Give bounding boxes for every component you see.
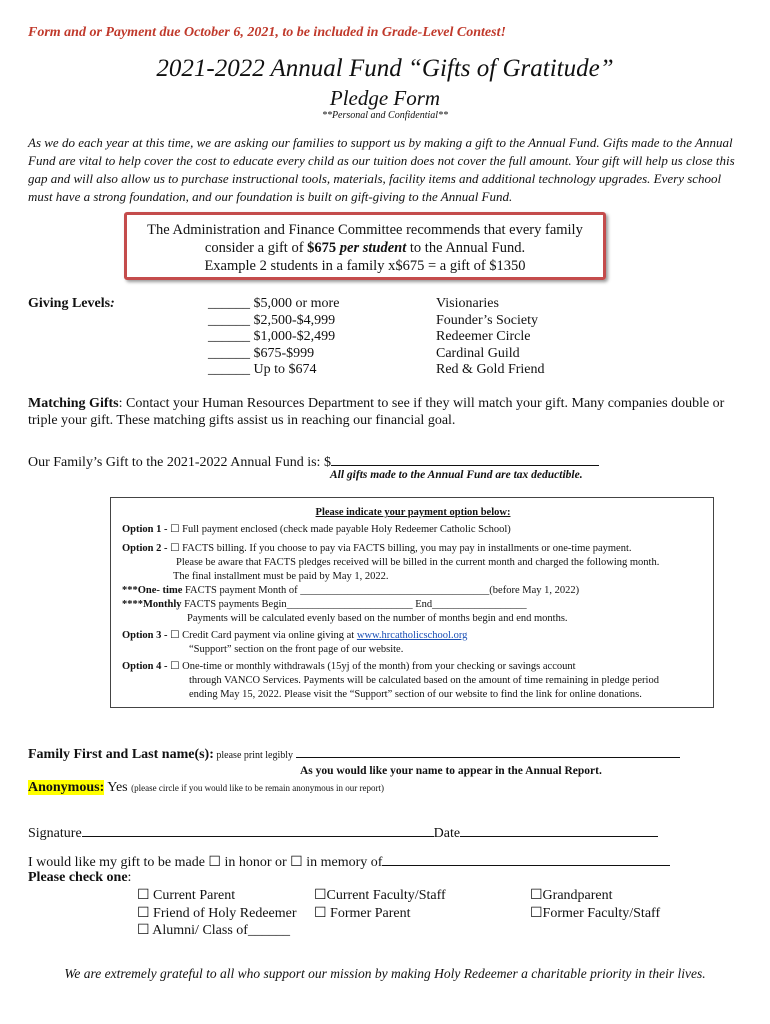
giving-level-name: Cardinal Guild (436, 345, 520, 361)
giving-level-name: Redeemer Circle (436, 329, 531, 344)
anonymous-label: Anonymous: (28, 780, 105, 795)
payment-options-heading: Please indicate your payment option below: (315, 507, 511, 518)
monthly-payment-line[interactable]: ****Monthly FACTS payments Begin________________________ End__________________ (122, 599, 527, 610)
family-name-line: Family First and Last name(s): please print legibly (28, 745, 680, 763)
payment-options-box (110, 497, 714, 708)
payment-option-4-note: through VANCO Services. Payments will be calculated based on the amount of time remaining in pledge period (189, 675, 659, 686)
checkbox-option[interactable]: ☐Grandparent (530, 888, 613, 903)
payment-option-2-final: The final installment must be paid by May 1, 2022. (173, 571, 389, 582)
annual-report-note: As you would like your name to appear in the Annual Report. (300, 765, 602, 777)
deadline-notice: Form and or Payment due October 6, 2021, to be included in Grade-Level Contest! (28, 25, 506, 40)
payment-option-4-note-2: ending May 15, 2022. Please visit the “Support” section of our website to find the link for online donations. (189, 689, 642, 700)
checkbox-option[interactable]: ☐Former Faculty/Staff (530, 905, 661, 921)
checkbox-option[interactable]: ☐Current Faculty/Staff (314, 888, 446, 903)
giving-level-amount[interactable]: ______ Up to $674 (208, 362, 317, 377)
recommendation-box (124, 212, 606, 280)
payment-option-3-note: “Support” section on the front page of our website. (189, 644, 404, 655)
payment-option-4[interactable]: Option 4 - ☐ One-time or monthly withdrawals (15yj of the month) from your checking or savings account (122, 661, 576, 672)
payment-option-3[interactable]: Option 3 - ☐ Credit Card payment via online giving at www.hrcatholicschool.org (122, 630, 468, 641)
giving-level-name: Visionaries (436, 296, 499, 311)
date-field[interactable] (460, 824, 658, 837)
payment-option-1[interactable]: Option 1 - ☐ Full payment enclosed (check made payable Holy Redeemer Catholic School) (122, 524, 511, 535)
gift-amount-field[interactable] (331, 452, 599, 466)
payment-option-2-note: Please be aware that FACTS pledges received will be billed in the current month and charged the following month. (176, 557, 660, 568)
giving-level-name: Founder’s Society (436, 312, 539, 328)
one-time-payment-line[interactable]: ***One- time FACTS payment Month of ____________________________________(before May 1, 2022) (122, 585, 580, 596)
giving-level-names (436, 296, 545, 379)
school-website-link[interactable]: www.hrcatholicschool.org (356, 630, 468, 641)
intro-paragraph: As we do each year at this time, we are asking our families to support us by making a gift to the Annual Fund. Gifts made to the Annual Fund are vital to help cover the cost to educate every child as our tuition does not cover the full amount. Your gift will help us close this gap and will also allow us to purchase instructional tools, materials, facility items and additional technology upgrades. Every school must have a strong foundation, and our foundation is built on gift-giving to the Annual Fund. (28, 135, 735, 204)
giving-level-amount[interactable]: ______ $2,500-$4,999 (208, 312, 336, 328)
payment-option-2[interactable]: Option 2 - ☐ FACTS billing. If you choose to pay via FACTS billing, you may pay in installments or one-time payment. (122, 543, 632, 554)
matching-gifts-paragraph: Matching Gifts: Contact your Human Resources Department to see if they will match your gift. Many companies double or triple your gift. These matching gifts assist us in reaching our financial goal. (28, 396, 725, 428)
page-title: 2021-2022 Annual Fund “Gifts of Gratitude” (156, 55, 614, 82)
check-one-label: Please check one: (28, 870, 132, 885)
checkbox-option[interactable]: ☐ Friend of Holy Redeemer (137, 905, 297, 921)
monthly-payment-note: Payments will be calculated evenly based on the number of months begin and end months. (187, 613, 568, 624)
anonymous-yes[interactable]: Yes (104, 780, 132, 795)
recommendation-line-1: The Administration and Finance Committee recommends that every family (147, 222, 583, 238)
family-name-field[interactable] (296, 745, 680, 758)
anonymous-line: Anonymous: Yes (please circle if you would like to be remain anonymous in our report) (28, 780, 385, 795)
recommendation-line-3: Example 2 students in a family x$675 = a gift of $1350 (204, 258, 526, 274)
signature-line: Signature Date (28, 824, 658, 842)
giving-level-name: Red & Gold Friend (436, 362, 545, 377)
honoree-field[interactable] (382, 853, 670, 866)
confidential-note: **Personal and Confidential** (321, 110, 449, 121)
checkbox-option[interactable]: ☐ Alumni/ Class of______ (137, 923, 290, 938)
giving-level-amounts (208, 296, 339, 379)
checkbox-option[interactable]: ☐ Current Parent (137, 888, 236, 903)
tax-deductible-note: All gifts made to the Annual Fund are tax deductible. (330, 469, 583, 481)
checkbox-option[interactable]: ☐ Former Parent (314, 905, 411, 921)
family-gift-line: Our Family’s Gift to the 2021-2022 Annual Fund is: $ (28, 452, 599, 471)
signature-field[interactable] (82, 824, 434, 837)
giving-level-amount[interactable]: ______ $5,000 or more (208, 296, 340, 311)
giving-level-amount[interactable]: ______ $1,000-$2,499 (208, 329, 336, 344)
relationship-column-3 (530, 887, 660, 922)
relationship-column-2 (314, 887, 446, 922)
honor-memory-line[interactable]: I would like my gift to be made ☐ in honor or ☐ in memory of (28, 853, 670, 871)
page-subtitle: Pledge Form (329, 86, 441, 110)
recommendation-line-2: consider a gift of $675 per student to the Annual Fund. (204, 240, 526, 256)
giving-levels-label: Giving Levels: (28, 296, 115, 311)
giving-level-amount[interactable]: ______ $675-$999 (208, 345, 315, 361)
closing-statement: We are extremely grateful to all who support our mission by making Holy Redeemer a charitable priority in their lives. (64, 966, 706, 981)
relationship-column-1 (137, 887, 297, 940)
